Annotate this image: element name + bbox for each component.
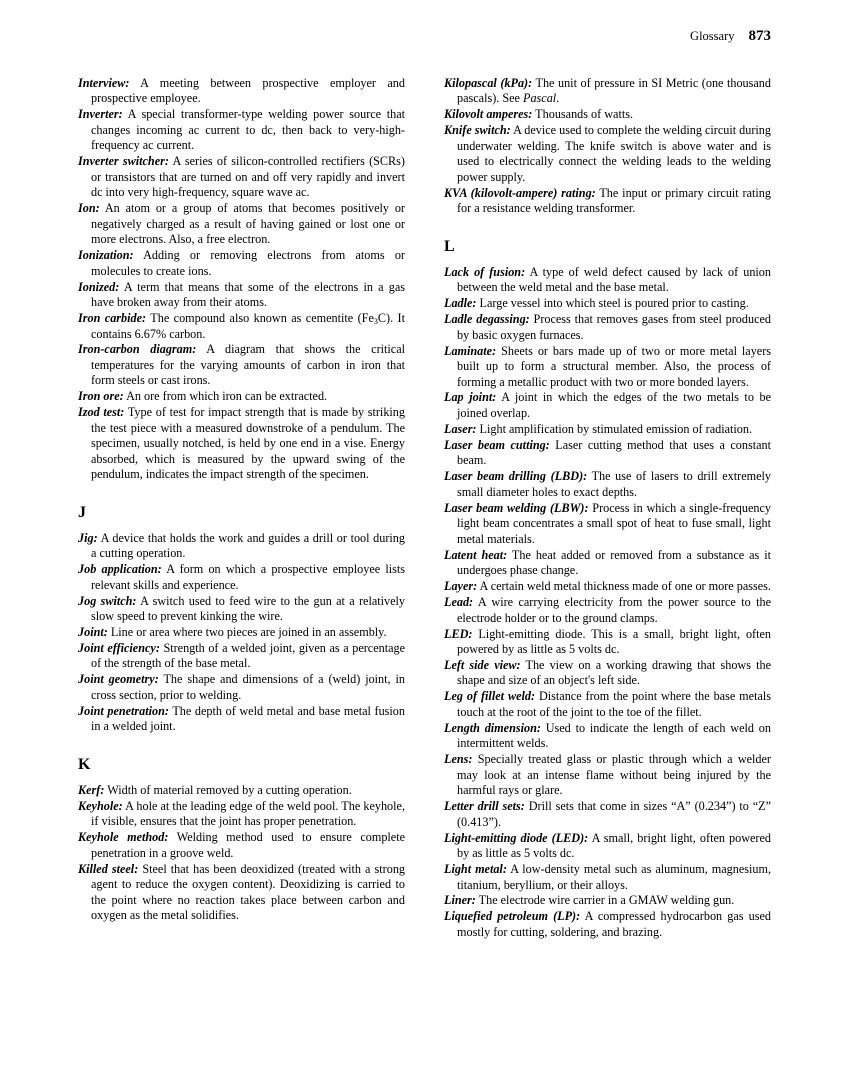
glossary-term: Left side view: bbox=[444, 657, 521, 672]
glossary-entry bbox=[78, 783, 405, 798]
glossary-term: Kilopascal (kPa): bbox=[444, 76, 533, 90]
glossary-definition: The shape and dimensions of a (weld) joint, in cross section, prior to welding. bbox=[91, 672, 405, 702]
header-section-label: Glossary bbox=[690, 29, 735, 43]
glossary-definition: A diagram that shows the critical temperatures for the varying amounts of carbon in iron that form steels or cast irons. bbox=[91, 342, 405, 388]
glossary-entry bbox=[78, 311, 405, 342]
glossary-entry bbox=[78, 830, 405, 861]
glossary-term: Lap joint: bbox=[444, 390, 497, 405]
glossary-definition: The unit of pressure in SI Metric (one thousand pascals). See bbox=[457, 76, 771, 106]
glossary-entry bbox=[444, 344, 771, 390]
glossary-definition-tail: . bbox=[556, 91, 560, 106]
right-column bbox=[444, 76, 771, 941]
glossary-definition: Welding method used to ensure complete penetration in a groove weld. bbox=[91, 830, 406, 860]
glossary-definition: A series of silicon-controlled rectifiers (SCRs) or transistors that are turned on and off very rapidly and invert dc into very high-frequency, square wave ac. bbox=[91, 154, 405, 200]
glossary-term: Light-emitting diode (LED): bbox=[444, 830, 589, 845]
glossary-entry bbox=[444, 107, 771, 122]
glossary-definition: A device that holds the work and guides a drill or tool during a cutting operation. bbox=[91, 530, 405, 561]
glossary-definition: Type of test for impact strength that is made by striking the test piece with a measured downstroke of a pendulum. The specimen, usually notched, is held by one end in a vise. Energy absorbed, which is measured by the upward swing of the pendulum, indicates the impact strength of the specimen. bbox=[91, 405, 405, 482]
glossary-entry bbox=[78, 389, 405, 404]
glossary-entry bbox=[444, 595, 771, 626]
glossary-term: Laser beam drilling (LBD): bbox=[444, 469, 588, 484]
glossary-term: Job application: bbox=[78, 562, 162, 577]
glossary-entry bbox=[444, 909, 771, 940]
glossary-term: Liner: bbox=[444, 893, 476, 908]
glossary-entry bbox=[78, 280, 405, 311]
glossary-entry bbox=[444, 799, 771, 830]
glossary-term: Ionization: bbox=[78, 248, 134, 263]
glossary-definition: A joint in which the edges of the two metals to be joined overlap. bbox=[457, 390, 771, 420]
glossary-entry bbox=[444, 752, 771, 798]
glossary-term: Joint: bbox=[78, 625, 108, 639]
glossary-definition: Sheets or bars made up of two or more metal layers built up to form a structural member. Also, the process of forming a metallic product with two or more bonded layers. bbox=[457, 343, 771, 389]
glossary-term: Letter drill sets: bbox=[444, 799, 525, 814]
glossary-term: LED: bbox=[444, 626, 473, 641]
glossary-definition: Strength of a welded joint, given as a percentage of the strength of the base metal. bbox=[91, 640, 405, 671]
glossary-term: Joint penetration: bbox=[78, 703, 169, 718]
glossary-term: Kerf: bbox=[78, 782, 105, 797]
glossary-term: Leg of fillet weld: bbox=[444, 689, 536, 704]
glossary-definition: The use of lasers to drill extremely small diameter holes to exact depths. bbox=[457, 469, 771, 499]
glossary-definition: Large vessel into which steel is poured prior to casting. bbox=[476, 296, 749, 311]
glossary-entry bbox=[444, 627, 771, 658]
glossary-definition: A hole at the leading edge of the weld pool. The keyhole, if visible, ensures that the joint has proper penetration. bbox=[91, 798, 405, 829]
glossary-term: Joint geometry: bbox=[78, 672, 159, 687]
glossary-entry bbox=[78, 405, 405, 482]
glossary-term: Knife switch: bbox=[444, 123, 511, 138]
glossary-term: Iron ore: bbox=[78, 389, 124, 404]
glossary-definition: An ore from which iron can be extracted. bbox=[123, 389, 328, 404]
glossary-definition: A special transformer-type welding power source that changes incoming ac current to dc, then back to very-high-frequency ac current. bbox=[91, 107, 405, 153]
letter-heading-k: K bbox=[78, 755, 91, 773]
glossary-entry bbox=[78, 76, 405, 107]
glossary-definition: Width of material removed by a cutting operation. bbox=[104, 782, 352, 797]
glossary-entry bbox=[444, 893, 771, 908]
glossary-term: Iron carbide: bbox=[78, 311, 147, 326]
glossary-entry bbox=[78, 107, 405, 153]
glossary-definition: Steel that has been deoxidized (treated with a strong agent to reduce the oxygen content). Deoxidizing is carried to the point where no reaction takes place between carbon and oxygen as the metal solidifies. bbox=[91, 861, 406, 923]
glossary-entry bbox=[78, 641, 405, 672]
glossary-term: Liquefied petroleum (LP): bbox=[444, 909, 581, 924]
glossary-term: Inverter: bbox=[78, 107, 123, 122]
glossary-entry bbox=[78, 342, 405, 388]
glossary-term: Lead: bbox=[444, 595, 474, 610]
glossary-term: Kilovolt amperes: bbox=[444, 107, 533, 122]
glossary-term: Ion: bbox=[78, 201, 100, 216]
two-column-body bbox=[78, 76, 771, 941]
glossary-term: Latent heat: bbox=[444, 547, 508, 562]
glossary-definition: A wire carrying electricity from the power source to the electrode holder or to the ground clamps. bbox=[457, 595, 771, 625]
glossary-definition: Thousands of watts. bbox=[532, 107, 634, 122]
glossary-entry bbox=[444, 422, 771, 437]
glossary-term: Laminate: bbox=[444, 343, 497, 358]
letter-heading-j: J bbox=[78, 503, 86, 521]
glossary-term: Iron-carbon diagram: bbox=[78, 342, 197, 357]
letter-heading-l: L bbox=[444, 237, 455, 255]
glossary-definition: An atom or a group of atoms that becomes positively or negatively charged as a result of having gained or lost one or more electrons. Also, a free electron. bbox=[91, 201, 405, 247]
glossary-definition: A meeting between prospective employer and prospective employee. bbox=[91, 76, 405, 106]
glossary-term: Keyhole method: bbox=[78, 830, 169, 845]
glossary-definition: Used to indicate the length of each weld on intermittent welds. bbox=[457, 720, 771, 751]
glossary-term: Laser beam welding (LBW): bbox=[444, 500, 589, 515]
glossary-entry bbox=[444, 501, 771, 547]
left-column bbox=[78, 76, 405, 941]
glossary-definition: Process that removes gases from steel produced by basic oxygen furnaces. bbox=[457, 312, 771, 342]
glossary-entry bbox=[444, 265, 771, 296]
glossary-definition: Light amplification by stimulated emission of radiation. bbox=[476, 421, 753, 436]
glossary-definition: A small, bright light, often powered by as little as 5 volts dc. bbox=[457, 830, 771, 861]
glossary-definition: Line or area where two pieces are joined in an assembly. bbox=[107, 625, 387, 639]
glossary-term: Jig: bbox=[78, 530, 98, 545]
glossary-entry bbox=[78, 154, 405, 200]
glossary-term: Laser: bbox=[444, 421, 477, 436]
glossary-term: Ladle degassing: bbox=[444, 312, 530, 327]
glossary-entry bbox=[444, 123, 771, 185]
glossary-term: KVA (kilovolt-ampere) rating: bbox=[444, 185, 596, 200]
glossary-entry bbox=[78, 672, 405, 703]
glossary-definition: A form on which a prospective employee lists relevant skills and experience. bbox=[91, 562, 405, 592]
glossary-entry bbox=[78, 704, 405, 735]
glossary-term: Killed steel: bbox=[78, 861, 139, 876]
glossary-term: Length dimension: bbox=[444, 720, 541, 735]
glossary-term: Ladle: bbox=[444, 296, 477, 311]
glossary-definition: Drill sets that come in sizes “A” (0.234”) to “Z” (0.413”). bbox=[457, 799, 771, 829]
glossary-definition: The depth of weld metal and base metal fusion in a welded joint. bbox=[91, 703, 405, 734]
glossary-definition: Adding or removing electrons from atoms or molecules to create ions. bbox=[91, 248, 405, 278]
glossary-definition: A low-density metal such as aluminum, magnesium, titanium, beryllium, or their alloys. bbox=[457, 862, 771, 892]
glossary-term: Izod test: bbox=[78, 405, 125, 420]
glossary-entry bbox=[444, 689, 771, 720]
glossary-cross-reference: Pascal bbox=[523, 91, 557, 106]
glossary-entry bbox=[444, 438, 771, 469]
glossary-entry bbox=[78, 248, 405, 279]
glossary-entry bbox=[444, 76, 771, 107]
glossary-definition: The view on a working drawing that shows the shape and size of an object's left side. bbox=[457, 657, 771, 688]
glossary-entry bbox=[78, 531, 405, 562]
glossary-entry bbox=[78, 201, 405, 247]
glossary-entry bbox=[444, 469, 771, 500]
glossary-term: Lack of fusion: bbox=[444, 264, 526, 279]
glossary-definition: A term that means that some of the electrons in a gas have broken away from their atoms. bbox=[91, 279, 405, 310]
glossary-term: Inverter switcher: bbox=[78, 154, 169, 169]
glossary-entry bbox=[444, 296, 771, 311]
glossary-term: Jog switch: bbox=[78, 593, 137, 608]
glossary-entry bbox=[78, 862, 405, 924]
glossary-definition: The heat added or removed from a substance as it undergoes phase change. bbox=[457, 547, 771, 578]
glossary-definition: Distance from the point where the base metals touch at the root of the joint to the toe of the fillet. bbox=[457, 689, 771, 719]
glossary-entry bbox=[444, 312, 771, 343]
glossary-entry bbox=[444, 658, 771, 689]
glossary-definition: A compressed hydrocarbon gas used mostly for cutting, soldering, and brazing. bbox=[457, 909, 771, 939]
glossary-entry bbox=[78, 594, 405, 625]
glossary-term: Keyhole: bbox=[78, 798, 123, 813]
glossary-entry bbox=[78, 625, 405, 640]
glossary-definition: The compound also known as cementite $(Fe_3C)$. It contains 6.67% carbon. bbox=[91, 311, 405, 341]
glossary-entry bbox=[444, 186, 771, 217]
glossary-entry bbox=[444, 862, 771, 893]
glossary-definition: Specially treated glass or plastic through which a welder may look at an intense flame without being injured by the harmful rays or glare. bbox=[457, 752, 771, 798]
glossary-entry bbox=[78, 799, 405, 830]
glossary-definition: A type of weld defect caused by lack of union between the weld metal and the base metal. bbox=[457, 264, 771, 295]
glossary-term: Light metal: bbox=[444, 862, 507, 877]
glossary-entry bbox=[444, 831, 771, 862]
glossary-entry bbox=[78, 562, 405, 593]
glossary-definition: The input or primary circuit rating for a resistance welding transformer. bbox=[457, 185, 771, 216]
glossary-entry bbox=[444, 548, 771, 579]
glossary-term: Joint efficiency: bbox=[78, 640, 160, 655]
glossary-term: Lens: bbox=[444, 752, 473, 767]
glossary-term: Ionized: bbox=[78, 279, 120, 294]
glossary-definition: A switch used to feed wire to the gun at a relatively slow speed to prevent kinking the wire. bbox=[91, 593, 405, 624]
glossary-entry bbox=[444, 721, 771, 752]
page-header bbox=[690, 28, 771, 45]
glossary-entry bbox=[444, 390, 771, 421]
glossary-term: Laser beam cutting: bbox=[444, 437, 550, 452]
glossary-entry bbox=[444, 579, 771, 594]
glossary-definition: Process in which a single-frequency light beam concentrates a small spot of heat to fuse small, light metal materials. bbox=[457, 500, 771, 546]
glossary-definition: A device used to complete the welding circuit during underwater welding. The knife switch is above water and is used to electrically connect the welding leads to the welding power supply. bbox=[457, 123, 771, 184]
glossary-definition: Laser cutting method that uses a constant beam. bbox=[457, 437, 771, 468]
glossary-term: Layer: bbox=[444, 579, 478, 594]
glossary-term: Interview: bbox=[78, 76, 130, 90]
glossary-definition: The electrode wire carrier in a GMAW welding gun. bbox=[475, 893, 735, 908]
glossary-definition: A certain weld metal thickness made of one or more passes. bbox=[477, 579, 771, 594]
page-number: 873 bbox=[748, 28, 771, 44]
glossary-definition: Light-emitting diode. This is a small, bright light, often powered by as little as 5 volts dc. bbox=[457, 626, 771, 656]
